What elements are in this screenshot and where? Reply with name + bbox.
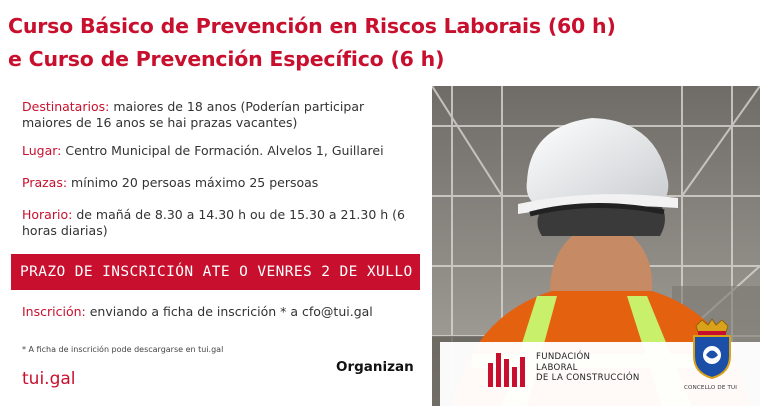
destinatarios-block: [22, 99, 422, 131]
page-title-line2: e Curso de Prevención Específico (6 h): [8, 47, 445, 71]
destinatarios-label: Destinatarios:: [22, 99, 110, 114]
horario-value-2: horas diarias): [22, 223, 108, 238]
horario-label: Horario:: [22, 207, 73, 222]
page-title-line1: Curso Básico de Prevención en Riscos Laborais (60 h): [8, 14, 616, 38]
prazas-block: [22, 175, 422, 191]
prazas-label: Prazas:: [22, 175, 68, 190]
fundacion-laboral-logo-icon: [488, 353, 530, 387]
horario-block: [22, 207, 422, 239]
lugar-block: [22, 143, 422, 159]
concello-name: CONCELLO DE TUI: [684, 385, 738, 391]
lugar-label: Lugar:: [22, 143, 62, 158]
website-link[interactable]: tui.gal: [22, 369, 76, 389]
fundacion-laboral-name: [536, 352, 640, 384]
fundacion-line2: LABORAL: [536, 362, 578, 373]
organizers-label: Organizan: [336, 359, 414, 375]
horario-value-1: de mañá de 8.30 a 14.30 h ou de 15.30 a 21.30 h (6: [76, 207, 406, 222]
concello-tui-crest-icon: [688, 318, 736, 380]
inscricion-label: Inscrición:: [22, 304, 86, 319]
fundacion-line3: DE LA CONSTRUCCIÓN: [536, 373, 640, 383]
footnote: * A ficha de inscrición pode descargarse en tui.gal: [22, 345, 224, 354]
prazas-value: mínimo 20 persoas máximo 25 persoas: [71, 175, 319, 190]
inscricion-block: [22, 304, 422, 320]
deadline-banner: PRAZO DE INSCRICIÓN ATE O VENRES 2 DE XULLO: [11, 254, 420, 290]
inscricion-value[interactable]: enviando a ficha de inscrición * a cfo@tui.gal: [89, 304, 373, 319]
fundacion-line1: FUNDACIÓN: [536, 352, 591, 362]
lugar-value: Centro Municipal de Formación. Alvelos 1, Guillarei: [65, 143, 384, 158]
destinatarios-value-1: maiores de 18 anos (Poderían participar: [113, 99, 365, 114]
destinatarios-value-2: maiores de 16 anos se hai prazas vacantes): [22, 115, 298, 130]
